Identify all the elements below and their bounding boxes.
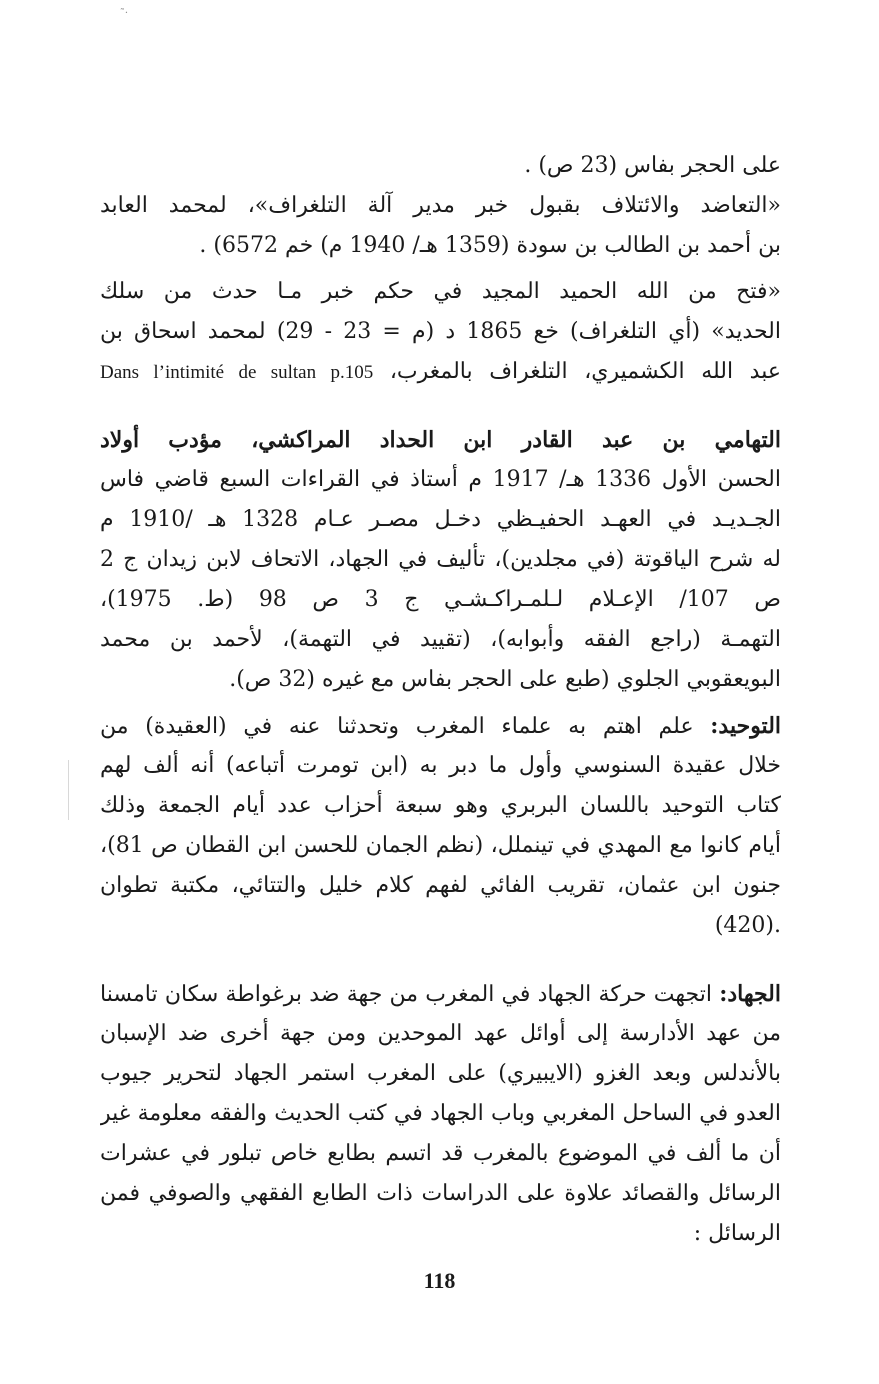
text-line: له شرح الياقوتة (في مجلدين)، تأليف في الجهاد، الاتحاف لابن زيدان ج 2 bbox=[100, 547, 781, 572]
text-line bbox=[100, 974, 781, 1014]
entry-text: علم اهتم به علماء المغرب وتحدثنا عنه في (العقيدة) من bbox=[100, 714, 694, 739]
text-line: الرسائل : bbox=[693, 1221, 781, 1246]
text-line: الرسائل والقصائد علاوة على الدراسات ذات الطابع الفقهي والصوفي فمن bbox=[100, 1181, 781, 1206]
jihad-entry-block bbox=[100, 974, 781, 1254]
text-line: من عهد الأدارسة إلى أوائل عهد الموحدين ومن جهة أخرى ضد الإسبان bbox=[100, 1021, 781, 1046]
text-line: .(420) bbox=[714, 913, 781, 938]
arabic-segment: عبد الله الكشميري، التلغراف بالمغرب، bbox=[389, 359, 781, 384]
text-line: الحديد» (أي التلغراف) خع 1865 د (م = 23 - 29) لمحمد اسحاق بن bbox=[100, 319, 781, 344]
page-number: 118 bbox=[423, 1268, 456, 1293]
text-line: خلال عقيدة السنوسي وأول ما دبر به (ابن تومرت أتباعه) أنه ألف لهم bbox=[100, 753, 781, 778]
telegraph-references-block bbox=[100, 146, 781, 392]
margin-line bbox=[68, 760, 69, 820]
text-line: العدو في الساحل المغربي وباب الجهاد في كتب الحديث والفقه معلومة غير bbox=[100, 1101, 781, 1126]
text-line: كتاب التوحيد باللسان البربري وهو سبعة أحزاب عدد أيام الجمعة وذلك bbox=[100, 793, 781, 818]
text-line: «فتح من الله الحميد المجيد في حكم خبر مـا حدث من سلك bbox=[100, 279, 781, 304]
entry-heading: الجهاد: bbox=[719, 981, 781, 1007]
text-line: أيام كانوا مع المهدي في تينملل، (نظم الجمان للحسن ابن القطان ص 81)، bbox=[100, 833, 781, 858]
entry-heading: التوحيد: bbox=[710, 713, 781, 739]
text-line: البويعقوبي الجلوي (طبع على الحجر بفاس مع غيره (32 ص). bbox=[229, 667, 781, 692]
text-line: بن أحمد بن الطالب بن سودة (1359 هـ/ 1940 م) خم 6572) . bbox=[199, 233, 781, 258]
tuhami-entry-block bbox=[100, 420, 781, 700]
text-line: أن ما ألف في الموضوع بالمغرب قد اتسم بطابع خاص تبلور في عشرات bbox=[100, 1141, 781, 1166]
scan-mark: ·˜ bbox=[119, 8, 128, 19]
text-line: ص 107/ الإعـلام لـلمـراكـشـي ج 3 ص 98 (ط. 1975)، bbox=[100, 587, 781, 612]
entry-text: اتجهت حركة الجهاد في المغرب من جهة ضد برغواطة سكان تامسنا bbox=[100, 982, 712, 1007]
text-line: التهمـة (راجع الفقه وأبوابه)، (تقييد في التهمة)، لأحمد بن محمد bbox=[100, 627, 781, 652]
text-line: الجـديـد في العهـد الحفيـظي دخـل مصـر عـام 1328 هـ /1910 م bbox=[100, 507, 781, 532]
text-line: بالأندلس وبعد الغزو (الايبيري) على المغرب استمر الجهاد لتحرير جيوب bbox=[100, 1061, 781, 1086]
text-line: جنون ابن عثمان، تقريب الفائي لفهم كلام خليل والتتائي، مكتبة تطوان bbox=[100, 873, 781, 898]
text-line-mixed bbox=[100, 352, 781, 392]
text-line: على الحجر بفاس (23 ص) . bbox=[524, 153, 781, 178]
text-line: «التعاضد والائتلاف بقبول خبر مدير آلة التلغراف»، لمحمد العابد bbox=[100, 193, 781, 218]
french-citation: Dans l’intimité de sultan p.105 bbox=[100, 362, 374, 383]
entry-heading: التهامي بن عبد القادر ابن الحداد المراكشي، مؤدب أولاد bbox=[100, 427, 781, 453]
text-line: الحسن الأول 1336 هـ/ 1917 م أستاذ في القراءات السبع قاضي فاس bbox=[100, 467, 781, 492]
text-line bbox=[100, 706, 781, 746]
page-body bbox=[100, 146, 781, 1254]
tawhid-entry-block bbox=[100, 706, 781, 946]
